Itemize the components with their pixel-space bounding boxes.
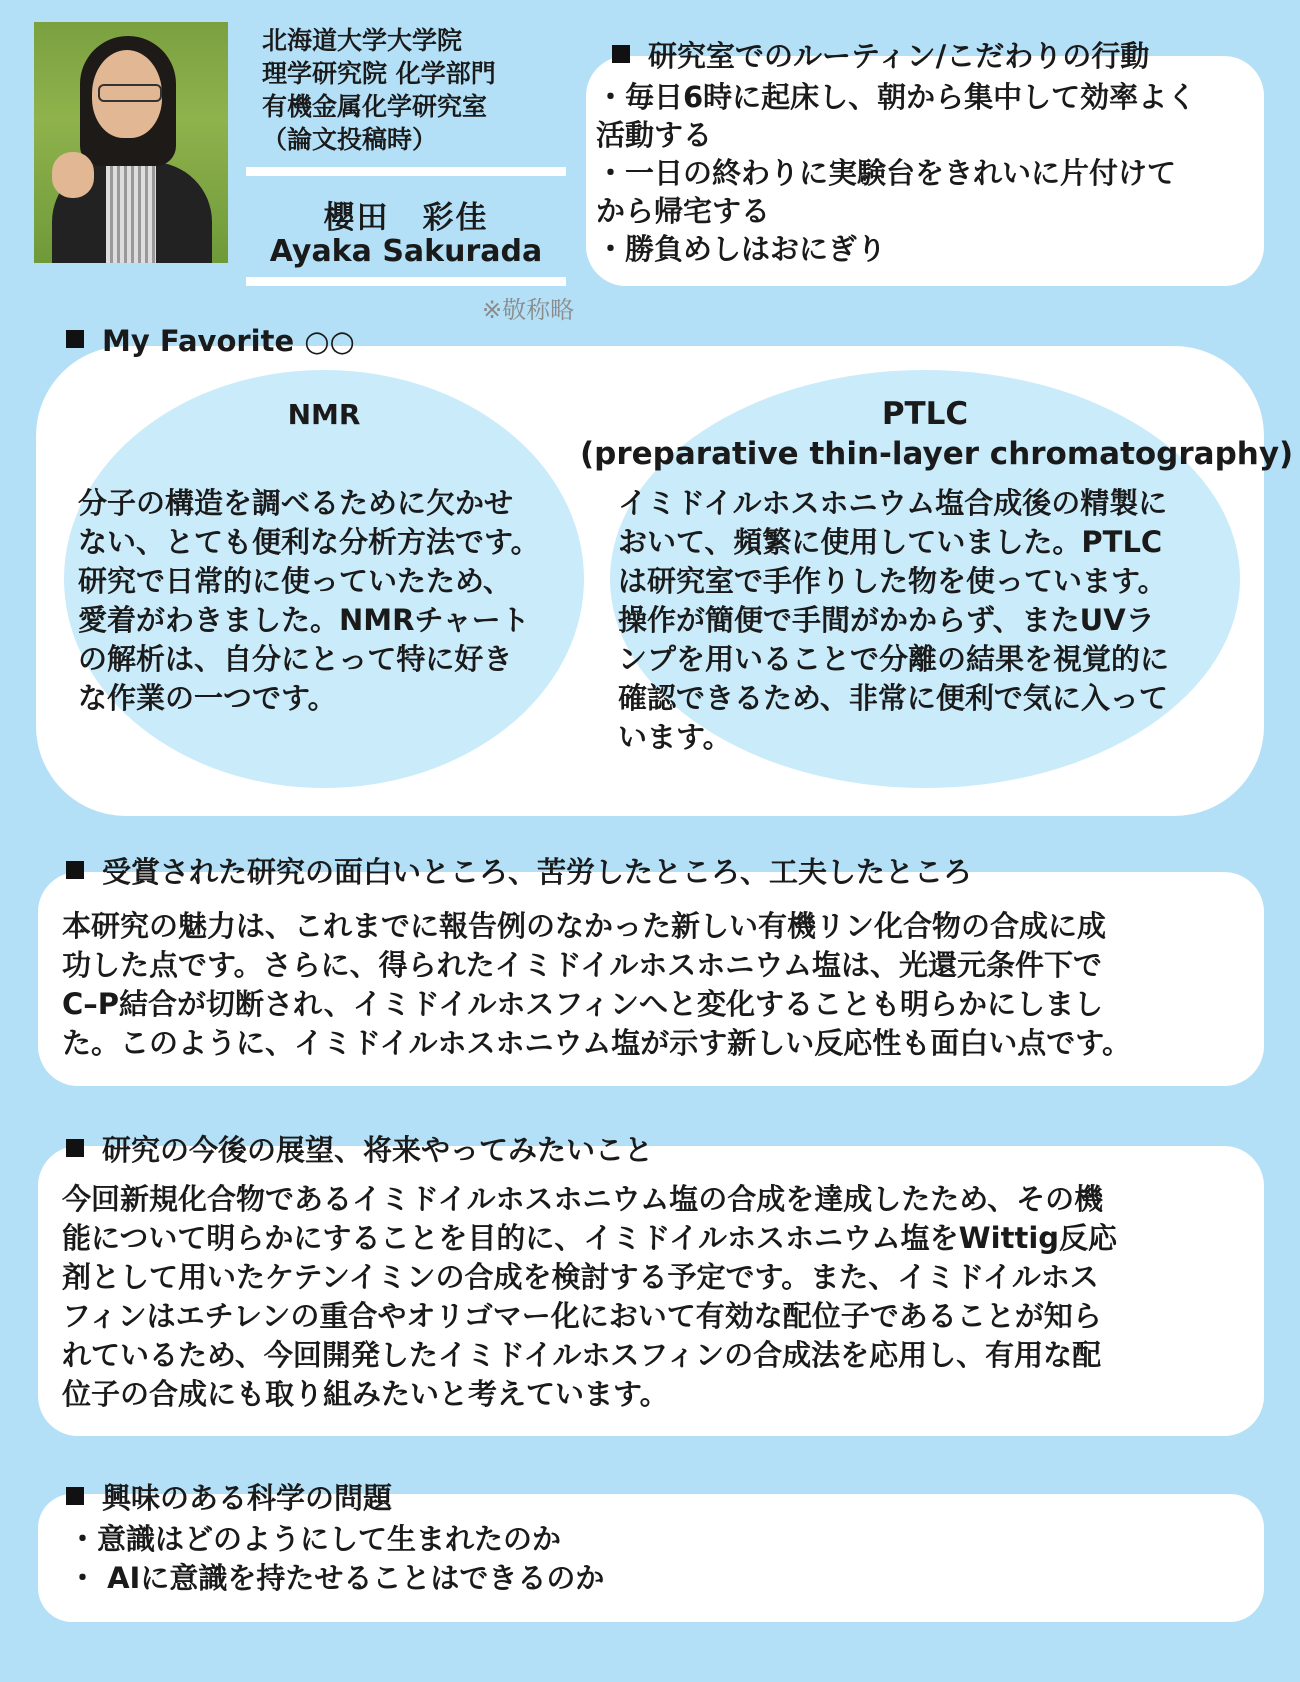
- text-line: ない、とても便利な分析方法です。: [78, 525, 540, 559]
- list-item: 活動する: [596, 118, 713, 152]
- award-title: 受賞された研究の面白いところ、苦労したところ、工夫したところ: [102, 855, 973, 889]
- nmr-description: [78, 484, 540, 718]
- award-body: [62, 907, 1131, 1063]
- science-list: [68, 1520, 604, 1598]
- text-line: 能について明らかにすることを目的に、イミドイルホスホニウム塩をWittig反応: [62, 1221, 1118, 1255]
- text-line: おいて、頻繁に使用していました。PTLC: [618, 525, 1163, 559]
- divider: [246, 167, 566, 176]
- text-line: 本研究の魅力は、これまでに報告例のなかった新しい有機リン化合物の合成に成: [62, 909, 1107, 943]
- text-line: の解析は、自分にとって特に好き: [78, 642, 513, 676]
- text-line: C–P結合が切断され、イミドイルホスフィンへと変化することも明らかにしまし: [62, 987, 1104, 1021]
- text-line: は研究室で手作りした物を使っています。: [618, 564, 1167, 598]
- award-heading: [66, 850, 972, 891]
- text-line: います。: [618, 720, 732, 754]
- text-line: 今回新規化合物であるイミドイルホスホニウム塩の合成を達成したため、その機: [62, 1182, 1104, 1216]
- text-line: ンプを用いることで分離の結果を視覚的に: [618, 642, 1170, 676]
- routine-heading: [612, 34, 1149, 75]
- list-item: ・一日の終わりに実験台をきれいに片付けて: [596, 156, 1177, 190]
- ptlc-name: PTLC: [881, 396, 969, 432]
- list-item: ・毎日6時に起床し、朝から集中して効率よく: [596, 80, 1197, 114]
- divider: [246, 277, 566, 286]
- list-item: ・勝負めしはおにぎり: [596, 232, 887, 266]
- list-item: から帰宅する: [596, 194, 771, 228]
- future-title: 研究の今後の展望、将来やってみたいこと: [102, 1133, 654, 1167]
- science-title: 興味のある科学の問題: [102, 1481, 393, 1515]
- text-line: れているため、今回開発したイミドイルホスフィンの合成法を応用し、有用な配: [62, 1338, 1102, 1372]
- square-bullet-icon: [66, 861, 84, 879]
- future-heading: [66, 1128, 653, 1169]
- ptlc-subname: (preparative thin-layer chromatography): [580, 436, 1294, 472]
- nmr-name: NMR: [287, 398, 361, 431]
- ptlc-heading: [580, 394, 1294, 474]
- affiliation-line: 北海道大学大学院: [262, 26, 463, 55]
- text-line: イミドイルホスホニウム塩合成後の精製に: [618, 486, 1168, 520]
- square-bullet-icon: [66, 330, 84, 348]
- square-bullet-icon: [66, 1139, 84, 1157]
- science-heading: [66, 1476, 392, 1517]
- text-line: 剤として用いたケテンイミンの合成を検討する予定です。また、イミドイルホス: [62, 1260, 1099, 1294]
- affiliation-line: （論文投稿時）: [262, 125, 438, 154]
- list-item: ・意識はどのようにして生まれたのか: [68, 1522, 562, 1556]
- profile-photo: [34, 22, 228, 263]
- future-body: [62, 1180, 1117, 1414]
- routine-list: [596, 78, 1264, 268]
- square-bullet-icon: [612, 45, 630, 63]
- text-line: 位子の合成にも取り組みたいと考えています。: [62, 1377, 669, 1411]
- routine-title: 研究室でのルーティン/こだわりの行動: [648, 39, 1150, 73]
- name-english: Ayaka Sakurada: [269, 234, 543, 269]
- affiliation-line: 理学研究院 化学部門: [262, 59, 496, 88]
- affiliation-line: 有機金属化学研究室: [262, 92, 488, 121]
- text-line: 分子の構造を調べるために欠かせ: [78, 486, 514, 520]
- list-item: ・ AIに意識を持たせることはできるのか: [68, 1561, 605, 1595]
- square-bullet-icon: [66, 1487, 84, 1505]
- text-line: 愛着がわきました。NMRチャート: [78, 603, 530, 637]
- affiliation: [262, 24, 496, 156]
- text-line: た。このように、イミドイルホスホニウム塩が示す新しい反応性も面白い点です。: [62, 1026, 1131, 1060]
- honorific-note: ※敬称略: [482, 296, 575, 324]
- text-line: 功した点です。さらに、得られたイミドイルホスホニウム塩は、光還元条件下で: [62, 948, 1102, 982]
- text-line: な作業の一つです。: [78, 681, 337, 715]
- ptlc-description: [618, 484, 1169, 757]
- text-line: 確認できるため、非常に便利で気に入って: [618, 681, 1168, 715]
- text-line: 操作が簡便で手間がかからず、またUVラ: [618, 603, 1155, 637]
- favorite-heading: [66, 324, 355, 358]
- text-line: フィンはエチレンの重合やオリゴマー化において有効な配位子であることが知ら: [62, 1299, 1102, 1333]
- text-line: 研究で日常的に使っていたため、: [78, 564, 512, 598]
- favorite-title: My Favorite ○○: [102, 324, 355, 358]
- name-japanese: 櫻田 彩佳: [323, 200, 489, 236]
